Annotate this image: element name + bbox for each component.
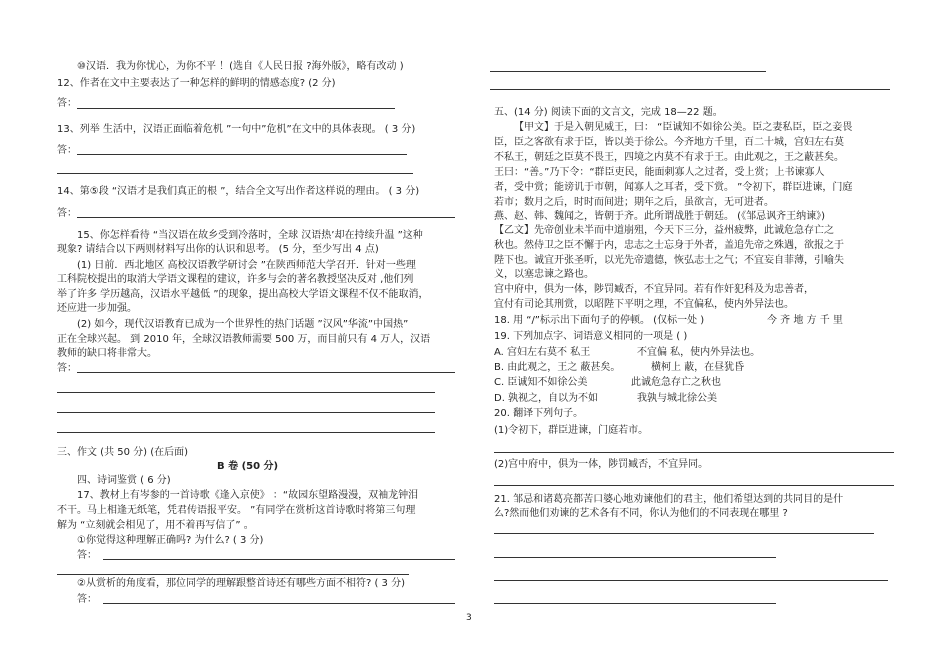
answer-line-top2[interactable] bbox=[490, 89, 890, 90]
passage-b-line6: 宜付有司论其刑赏，以昭陛下平明之理，不宜偏私，使内外异法也。 bbox=[494, 299, 794, 310]
passage-b-line4: 义，以塞忠谏之路也。 bbox=[494, 269, 594, 280]
answer-line-21a[interactable] bbox=[494, 533, 874, 534]
question-17-line1: 17、教材上有岑参的一首诗歌《逢入京使》 ：“故园东望路漫漫，双袖龙钟泪 bbox=[77, 490, 419, 501]
answer-line-15d[interactable] bbox=[57, 432, 435, 433]
option-a-left[interactable]: A. 宫妇左右莫不 私王 bbox=[494, 347, 591, 358]
passage-a-line7: 燕、赵、韩、魏闻之，皆朝于齐。此所谓战胜于朝廷。 (《邹忌讽齐王纳谏》) bbox=[494, 211, 825, 222]
answer-line-13b[interactable] bbox=[57, 173, 413, 174]
question-18-sentence: 今 齐 地 方 千 里 bbox=[767, 315, 843, 326]
source-note: ⑩汉语．我为你忧心，为你不平 ！(选自《人民日报 ?海外版》，略有改动 ) bbox=[77, 61, 404, 72]
passage-a-line3: 不私王，朝廷之臣莫不畏王，四境之内莫不有求于王。由此观之，王之蔽甚矣。 bbox=[494, 152, 844, 163]
question-19: 19. 下列加点字、词语意义相同的一项是 ( ) bbox=[494, 331, 688, 342]
passage-a-line1: 【甲文】于是入朝见威王，曰： “臣诚知不如徐公美。臣之妻私臣，臣之妾畏 bbox=[514, 122, 853, 133]
passage-b-line1: 【乙文】先帝创业未半而中道崩殂，今天下三分，益州疲弊，此诚危急存亡之 bbox=[494, 225, 834, 236]
material-1-line3: 举了许多 学历越高，汉语水平越低 ”的现象，提出高校大学语文课程不仅不能取消， bbox=[57, 289, 429, 300]
answer-label-15: 答： bbox=[57, 363, 77, 374]
answer-line-17-1a[interactable] bbox=[103, 559, 455, 560]
answer-line-21d[interactable] bbox=[494, 603, 776, 604]
option-d-right: 我孰与城北徐公美 bbox=[637, 393, 717, 404]
material-2-line1: (2) 如今，现代汉语教育已成为一个世界性的热门话题 ”汉风”华流”中国热” bbox=[77, 319, 409, 330]
answer-line-15c[interactable] bbox=[57, 412, 435, 413]
answer-line-17-2[interactable] bbox=[103, 603, 455, 604]
answer-line-13a[interactable] bbox=[77, 154, 407, 155]
question-20-1: (1)令初下，群臣进谏，门庭若市。 bbox=[494, 425, 649, 436]
material-2-line3: 教师的缺口将非常大。 bbox=[57, 348, 157, 359]
question-17-line2: 不干。马上相逢无纸笔，凭君传语报平安。 ”有同学在赏析这首诗歌时将第三句理 bbox=[57, 505, 416, 516]
option-b-right: 横柯上 蔽，在昼犹昏 bbox=[651, 362, 745, 373]
material-2-line2: 正在全球兴起。 到 2010 年，全球汉语教师需要 500 万，而目前只有 4 万人，汉语 bbox=[57, 334, 431, 345]
question-20: 20. 翻译下列句子。 bbox=[494, 408, 584, 419]
material-1-line4: 还应进一步加强。 bbox=[57, 303, 137, 314]
answer-line-14[interactable] bbox=[77, 217, 455, 218]
question-15-line1: 15、你怎样看待 “当汉语在故乡受到冷落时，全球 汉语热’却在持续升温 ”这种 bbox=[77, 230, 423, 241]
page-number: 3 bbox=[466, 613, 472, 623]
question-13: 13、列举 生活中，汉语正面临着危机 ”一句中”危机”在文中的具体表现。 ( 3 分) bbox=[57, 124, 416, 135]
question-17-line3: 解为 “立刻就会相见了，用不着再写信了” 。 bbox=[57, 520, 254, 531]
question-17-2: ②从赏析的角度看，那位同学的理解跟整首诗还有哪些方面不相符? ( 3 分) bbox=[77, 578, 405, 589]
answer-line-20-2[interactable] bbox=[494, 485, 894, 486]
answer-label-14: 答： bbox=[57, 208, 77, 219]
section-3-heading: 三、作文 (共 50 分) (在后面) bbox=[57, 447, 189, 458]
answer-line-20-1[interactable] bbox=[494, 452, 894, 453]
question-17-1: ①你觉得这种理解正确吗? 为什么? ( 3 分) bbox=[77, 535, 264, 546]
answer-line-top1[interactable] bbox=[490, 71, 766, 72]
answer-label-12: 答： bbox=[57, 98, 77, 109]
material-1-line1: (1) 日前．西北地区 高校汉语教学研讨会 ”在陕西师范大学召开．针对一些理 bbox=[77, 260, 416, 271]
option-a-right: 不宜偏 私，使内外异法也。 bbox=[637, 347, 761, 358]
answer-label-17-2: 答： bbox=[77, 594, 97, 605]
answer-line-12[interactable] bbox=[77, 108, 395, 109]
passage-a-line6: 若市；数月之后，时时而间进；期年之后，虽欲言，无可进者。 bbox=[494, 197, 774, 208]
volume-b-heading: B 卷 (50 分) bbox=[217, 461, 279, 472]
option-c-right: 此诚危急存亡之秋也 bbox=[631, 377, 721, 388]
question-18: 18. 用 “/”标示出下面句子的停顿。 (仅标一处 ) bbox=[494, 315, 705, 326]
answer-line-15b[interactable] bbox=[57, 392, 435, 393]
question-20-2: (2)宫中府中，俱为一体，陟罚臧否，不宜异同。 bbox=[494, 459, 709, 470]
question-12: 12、作者在文中主要表达了一种怎样的鲜明的情感态度? (2 分) bbox=[57, 78, 336, 89]
option-d-left[interactable]: D. 孰视之，自以为不如 bbox=[494, 393, 599, 404]
answer-label-13: 答： bbox=[57, 145, 77, 156]
passage-b-line2: 秋也。然侍卫之臣不懈于内，忠志之士忘身于外者，盖追先帝之殊遇，欲报之于 bbox=[494, 240, 844, 251]
question-21-line2: 么?然而他们劝谏的艺术各有不同，你认为他们的不同表现在哪里 ? bbox=[494, 508, 788, 519]
option-c-left[interactable]: C. 臣诚知不如徐公美 bbox=[494, 377, 588, 388]
answer-line-21c[interactable] bbox=[494, 580, 888, 581]
material-1-line2: 工科院校提出的取消大学语文课程的建议，许多与会的著名教授坚决反对 ,他们列 bbox=[57, 274, 414, 285]
section-5-heading: 五、(14 分) 阅读下面的文言文，完成 18—22 题。 bbox=[494, 107, 723, 118]
answer-line-17-1b[interactable] bbox=[57, 574, 409, 575]
passage-b-line3: 陛下也。诚宜开张圣听，以光先帝遗德，恢弘志士之气；不宜妄自菲薄，引喻失 bbox=[494, 255, 844, 266]
passage-a-line5: 者，受中赏；能谤讥于市朝，闻寡人之耳者，受下赏。 ”令初下，群臣进谏，门庭 bbox=[494, 182, 853, 193]
passage-a-line2: 臣，臣之客欲有求于臣，皆以美于徐公。今齐地方千里，百二十城，宫妇左右莫 bbox=[494, 137, 844, 148]
answer-label-17-1: 答： bbox=[77, 550, 97, 561]
answer-line-21b[interactable] bbox=[494, 557, 776, 558]
section-4-heading: 四、诗词鉴赏 ( 6 分) bbox=[77, 475, 171, 486]
question-21-line1: 21. 邹忌和诸葛亮都苦口婆心地劝谏他们的君主，他们希望达到的共同目的是什 bbox=[494, 494, 844, 505]
question-14: 14、第⑤段 “汉语才是我们真正的根 ”，结合全文写出作者这样说的理由。 ( 3 分) bbox=[57, 186, 420, 197]
passage-a-line4: 王曰：“善。”乃下令：“群臣吏民，能面刺寡人之过者，受上赏；上书谏寡人 bbox=[494, 167, 825, 178]
answer-line-15a[interactable] bbox=[77, 372, 455, 373]
question-15-line2: 现象? 请结合以下两则材料写出你的认识和思考。 (5 分，至少写出 4 点) bbox=[57, 244, 379, 255]
option-b-left[interactable]: B. 由此观之，王之 蔽甚矣。 bbox=[494, 362, 621, 373]
passage-b-line5: 宫中府中，俱为一体，陟罚臧否，不宜异同。若有作奸犯科及为忠善者， bbox=[494, 284, 814, 295]
